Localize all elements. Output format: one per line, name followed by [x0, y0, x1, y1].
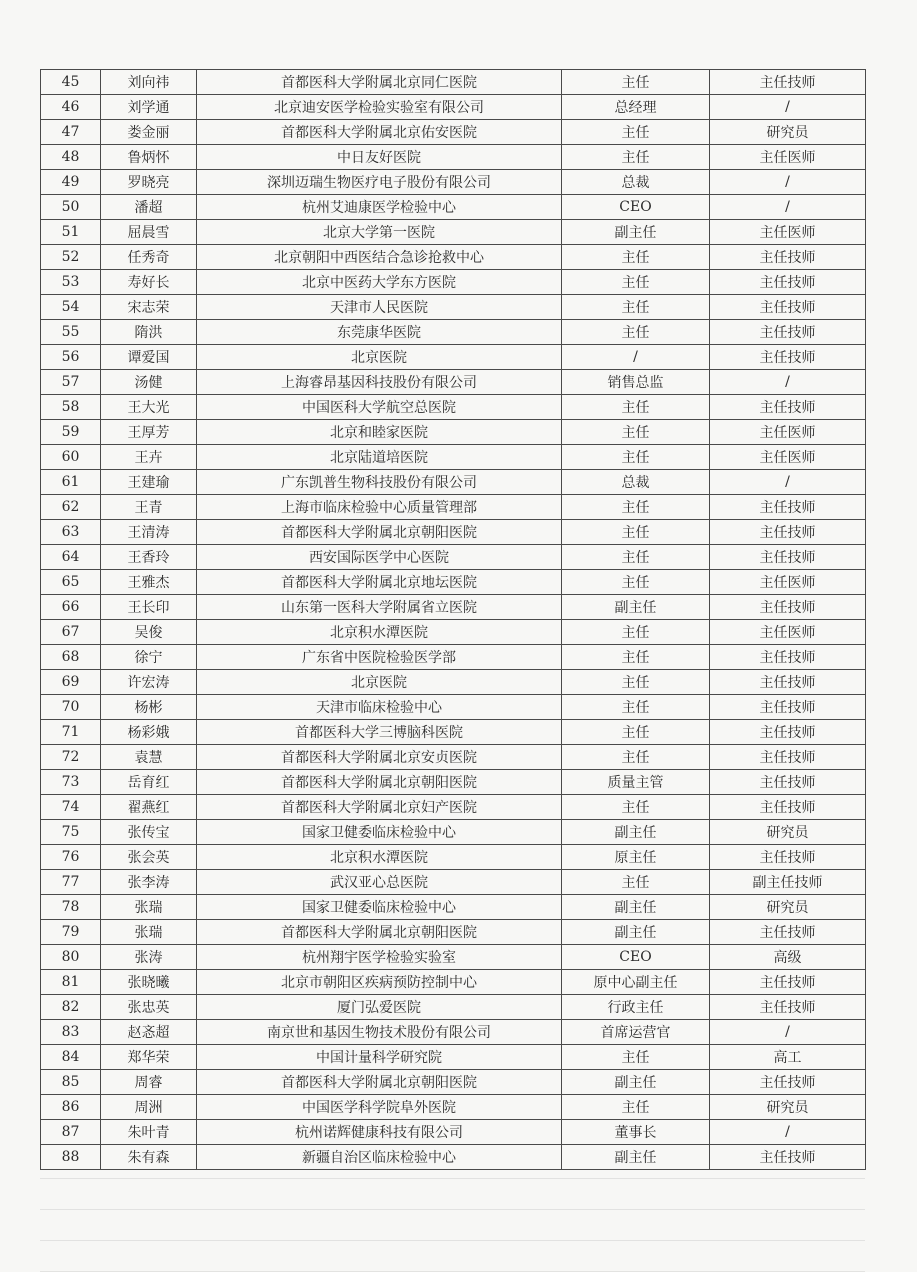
row-number: 57 — [41, 370, 101, 395]
professional-title: 主任技师 — [710, 845, 866, 870]
table-row — [41, 945, 866, 970]
table-row — [41, 620, 866, 645]
member-name: 朱有森 — [101, 1145, 197, 1170]
row-number: 87 — [41, 1120, 101, 1145]
table-row — [41, 920, 866, 945]
row-number: 48 — [41, 145, 101, 170]
organization: 首都医科大学附属北京地坛医院 — [197, 570, 562, 595]
position: 主任 — [562, 295, 710, 320]
member-name: 王建瑜 — [101, 470, 197, 495]
table-row — [41, 120, 866, 145]
position: 主任 — [562, 620, 710, 645]
organization: 首都医科大学附属北京朝阳医院 — [197, 1070, 562, 1095]
row-number: 47 — [41, 120, 101, 145]
table-row — [41, 1120, 866, 1145]
table-row — [41, 1070, 866, 1095]
professional-title: 主任技师 — [710, 495, 866, 520]
professional-title: 主任技师 — [710, 395, 866, 420]
position: 主任 — [562, 520, 710, 545]
member-name: 隋洪 — [101, 320, 197, 345]
professional-title: 研究员 — [710, 120, 866, 145]
row-number: 86 — [41, 1095, 101, 1120]
professional-title: 主任医师 — [710, 620, 866, 645]
professional-title: 主任技师 — [710, 770, 866, 795]
professional-title: 副主任技师 — [710, 870, 866, 895]
member-name: 朱叶青 — [101, 1120, 197, 1145]
member-name: 岳育红 — [101, 770, 197, 795]
row-number: 59 — [41, 420, 101, 445]
member-name: 宋志荣 — [101, 295, 197, 320]
row-number: 53 — [41, 270, 101, 295]
organization: 首都医科大学附属北京佑安医院 — [197, 120, 562, 145]
row-number: 71 — [41, 720, 101, 745]
organization: 国家卫健委临床检验中心 — [197, 895, 562, 920]
row-number: 50 — [41, 195, 101, 220]
member-name: 张晓曦 — [101, 970, 197, 995]
organization: 首都医科大学附属北京安贞医院 — [197, 745, 562, 770]
organization: 广东省中医院检验医学部 — [197, 645, 562, 670]
member-name: 郑华荣 — [101, 1045, 197, 1070]
table-row — [41, 270, 866, 295]
row-number: 54 — [41, 295, 101, 320]
table-row — [41, 220, 866, 245]
organization: 北京大学第一医院 — [197, 220, 562, 245]
member-name: 杨彬 — [101, 695, 197, 720]
position: 主任 — [562, 645, 710, 670]
table-row — [41, 320, 866, 345]
professional-title: 主任医师 — [710, 220, 866, 245]
member-name: 潘超 — [101, 195, 197, 220]
professional-title: 主任技师 — [710, 920, 866, 945]
row-number: 77 — [41, 870, 101, 895]
table-row — [41, 870, 866, 895]
member-name: 杨彩娥 — [101, 720, 197, 745]
table-row — [41, 345, 866, 370]
member-name: 汤健 — [101, 370, 197, 395]
organization: 广东凯普生物科技股份有限公司 — [197, 470, 562, 495]
table-row — [41, 170, 866, 195]
member-name: 刘学通 — [101, 95, 197, 120]
row-number: 74 — [41, 795, 101, 820]
member-name: 张忠英 — [101, 995, 197, 1020]
professional-title: / — [710, 195, 866, 220]
row-number: 76 — [41, 845, 101, 870]
organization: 天津市临床检验中心 — [197, 695, 562, 720]
organization: 首都医科大学附属北京同仁医院 — [197, 70, 562, 95]
professional-title: 主任技师 — [710, 1145, 866, 1170]
member-table — [40, 69, 866, 1170]
row-number: 45 — [41, 70, 101, 95]
table-row — [41, 820, 866, 845]
member-name: 王长印 — [101, 595, 197, 620]
row-number: 46 — [41, 95, 101, 120]
organization: 北京医院 — [197, 345, 562, 370]
organization: 厦门弘爱医院 — [197, 995, 562, 1020]
row-number: 64 — [41, 545, 101, 570]
member-name: 刘向祎 — [101, 70, 197, 95]
table-row — [41, 95, 866, 120]
position: 质量主管 — [562, 770, 710, 795]
professional-title: 主任技师 — [710, 1070, 866, 1095]
member-name: 周睿 — [101, 1070, 197, 1095]
member-name: 王卉 — [101, 445, 197, 470]
professional-title: / — [710, 1020, 866, 1045]
table-row — [41, 520, 866, 545]
row-number: 81 — [41, 970, 101, 995]
organization: 山东第一医科大学附属省立医院 — [197, 595, 562, 620]
table-row — [41, 995, 866, 1020]
position: 主任 — [562, 145, 710, 170]
professional-title: 研究员 — [710, 1095, 866, 1120]
table-row — [41, 70, 866, 95]
organization: 北京积水潭医院 — [197, 845, 562, 870]
organization: 北京朝阳中西医结合急诊抢救中心 — [197, 245, 562, 270]
organization: 首都医科大学三博脑科医院 — [197, 720, 562, 745]
table-row — [41, 1145, 866, 1170]
position: 主任 — [562, 870, 710, 895]
organization: 首都医科大学附属北京朝阳医院 — [197, 920, 562, 945]
member-name: 王厚芳 — [101, 420, 197, 445]
position: 主任 — [562, 570, 710, 595]
table-row — [41, 595, 866, 620]
position: / — [562, 345, 710, 370]
row-number: 63 — [41, 520, 101, 545]
table-row — [41, 570, 866, 595]
organization: 杭州诺辉健康科技有限公司 — [197, 1120, 562, 1145]
member-name: 谭爱国 — [101, 345, 197, 370]
table-row — [41, 545, 866, 570]
professional-title: 研究员 — [710, 895, 866, 920]
position: 主任 — [562, 420, 710, 445]
organization: 上海市临床检验中心质量管理部 — [197, 495, 562, 520]
organization: 深圳迈瑞生物医疗电子股份有限公司 — [197, 170, 562, 195]
organization: 中国计量科学研究院 — [197, 1045, 562, 1070]
professional-title: 主任技师 — [710, 695, 866, 720]
member-name: 张传宝 — [101, 820, 197, 845]
position: 主任 — [562, 245, 710, 270]
organization: 北京和睦家医院 — [197, 420, 562, 445]
organization: 首都医科大学附属北京朝阳医院 — [197, 520, 562, 545]
table-row — [41, 970, 866, 995]
member-name: 翟燕红 — [101, 795, 197, 820]
professional-title: / — [710, 470, 866, 495]
organization: 上海睿昂基因科技股份有限公司 — [197, 370, 562, 395]
row-number: 55 — [41, 320, 101, 345]
row-number: 75 — [41, 820, 101, 845]
table-row — [41, 795, 866, 820]
member-name: 张瑞 — [101, 920, 197, 945]
organization: 北京陆道培医院 — [197, 445, 562, 470]
row-number: 84 — [41, 1045, 101, 1070]
table-row — [41, 770, 866, 795]
table-row — [41, 445, 866, 470]
professional-title: 主任技师 — [710, 645, 866, 670]
organization: 南京世和基因生物技术股份有限公司 — [197, 1020, 562, 1045]
position: 主任 — [562, 395, 710, 420]
member-name: 任秀奇 — [101, 245, 197, 270]
row-number: 69 — [41, 670, 101, 695]
row-number: 58 — [41, 395, 101, 420]
position: 董事长 — [562, 1120, 710, 1145]
member-name: 周洲 — [101, 1095, 197, 1120]
professional-title: 主任技师 — [710, 520, 866, 545]
position: 总经理 — [562, 95, 710, 120]
member-name: 张涛 — [101, 945, 197, 970]
member-name: 袁慧 — [101, 745, 197, 770]
member-table-body — [41, 70, 866, 1170]
organization: 首都医科大学附属北京妇产医院 — [197, 795, 562, 820]
professional-title: 主任医师 — [710, 420, 866, 445]
row-number: 62 — [41, 495, 101, 520]
position: 主任 — [562, 1045, 710, 1070]
member-name: 赵忞超 — [101, 1020, 197, 1045]
row-number: 73 — [41, 770, 101, 795]
row-number: 52 — [41, 245, 101, 270]
table-row — [41, 845, 866, 870]
position: 主任 — [562, 720, 710, 745]
row-number: 61 — [41, 470, 101, 495]
row-number: 65 — [41, 570, 101, 595]
professional-title: 主任医师 — [710, 445, 866, 470]
organization: 中国医学科学院阜外医院 — [197, 1095, 562, 1120]
position: 副主任 — [562, 920, 710, 945]
member-name: 王大光 — [101, 395, 197, 420]
organization: 东莞康华医院 — [197, 320, 562, 345]
position: 原中心副主任 — [562, 970, 710, 995]
position: 主任 — [562, 1095, 710, 1120]
professional-title: 主任技师 — [710, 345, 866, 370]
professional-title: / — [710, 1120, 866, 1145]
table-row — [41, 295, 866, 320]
professional-title: 主任技师 — [710, 545, 866, 570]
position: 主任 — [562, 270, 710, 295]
member-name: 王青 — [101, 495, 197, 520]
row-number: 56 — [41, 345, 101, 370]
row-number: 49 — [41, 170, 101, 195]
position: 主任 — [562, 545, 710, 570]
professional-title: 主任医师 — [710, 145, 866, 170]
table-row — [41, 145, 866, 170]
table-row — [41, 470, 866, 495]
professional-title: / — [710, 370, 866, 395]
table-row — [41, 420, 866, 445]
organization: 武汉亚心总医院 — [197, 870, 562, 895]
table-row — [41, 645, 866, 670]
member-name: 吴俊 — [101, 620, 197, 645]
row-number: 67 — [41, 620, 101, 645]
position: 副主任 — [562, 1145, 710, 1170]
member-name: 王雅杰 — [101, 570, 197, 595]
position: 原主任 — [562, 845, 710, 870]
table-row — [41, 1020, 866, 1045]
row-number: 72 — [41, 745, 101, 770]
organization: 国家卫健委临床检验中心 — [197, 820, 562, 845]
professional-title: 主任技师 — [710, 670, 866, 695]
organization: 北京市朝阳区疾病预防控制中心 — [197, 970, 562, 995]
organization: 北京积水潭医院 — [197, 620, 562, 645]
professional-title: 主任技师 — [710, 970, 866, 995]
position: 主任 — [562, 695, 710, 720]
member-name: 王清涛 — [101, 520, 197, 545]
member-name: 王香玲 — [101, 545, 197, 570]
position: CEO — [562, 195, 710, 220]
position: 主任 — [562, 445, 710, 470]
table-row — [41, 495, 866, 520]
member-name: 张瑞 — [101, 895, 197, 920]
table-row — [41, 1095, 866, 1120]
table-row — [41, 370, 866, 395]
row-number: 79 — [41, 920, 101, 945]
member-name: 娄金丽 — [101, 120, 197, 145]
member-name: 徐宁 — [101, 645, 197, 670]
position: CEO — [562, 945, 710, 970]
member-name: 张会英 — [101, 845, 197, 870]
row-number: 78 — [41, 895, 101, 920]
row-number: 82 — [41, 995, 101, 1020]
table-row — [41, 895, 866, 920]
organization: 新疆自治区临床检验中心 — [197, 1145, 562, 1170]
position: 总裁 — [562, 470, 710, 495]
row-number: 80 — [41, 945, 101, 970]
professional-title: 主任技师 — [710, 70, 866, 95]
professional-title: 主任技师 — [710, 320, 866, 345]
position: 主任 — [562, 70, 710, 95]
row-number: 88 — [41, 1145, 101, 1170]
professional-title: 高级 — [710, 945, 866, 970]
professional-title: 主任技师 — [710, 795, 866, 820]
position: 主任 — [562, 670, 710, 695]
position: 主任 — [562, 120, 710, 145]
organization: 天津市人民医院 — [197, 295, 562, 320]
member-name: 寿好长 — [101, 270, 197, 295]
position: 总裁 — [562, 170, 710, 195]
professional-title: 研究员 — [710, 820, 866, 845]
row-number: 66 — [41, 595, 101, 620]
member-name: 张李涛 — [101, 870, 197, 895]
position: 副主任 — [562, 595, 710, 620]
position: 副主任 — [562, 820, 710, 845]
organization: 中日友好医院 — [197, 145, 562, 170]
member-name: 许宏涛 — [101, 670, 197, 695]
position: 主任 — [562, 495, 710, 520]
professional-title: 主任医师 — [710, 570, 866, 595]
professional-title: 主任技师 — [710, 245, 866, 270]
organization: 北京中医药大学东方医院 — [197, 270, 562, 295]
position: 副主任 — [562, 1070, 710, 1095]
organization: 西安国际医学中心医院 — [197, 545, 562, 570]
professional-title: / — [710, 95, 866, 120]
faint-bleedthrough-lines — [40, 1178, 865, 1269]
organization: 北京迪安医学检验实验室有限公司 — [197, 95, 562, 120]
position: 主任 — [562, 795, 710, 820]
organization: 杭州翔宇医学检验实验室 — [197, 945, 562, 970]
row-number: 68 — [41, 645, 101, 670]
row-number: 85 — [41, 1070, 101, 1095]
member-name: 罗晓亮 — [101, 170, 197, 195]
table-row — [41, 720, 866, 745]
row-number: 60 — [41, 445, 101, 470]
position: 行政主任 — [562, 995, 710, 1020]
position: 首席运营官 — [562, 1020, 710, 1045]
professional-title: 主任技师 — [710, 720, 866, 745]
table-row — [41, 245, 866, 270]
professional-title: 主任技师 — [710, 995, 866, 1020]
row-number: 51 — [41, 220, 101, 245]
professional-title: 主任技师 — [710, 595, 866, 620]
table-row — [41, 195, 866, 220]
professional-title: 高工 — [710, 1045, 866, 1070]
professional-title: 主任技师 — [710, 270, 866, 295]
professional-title: 主任技师 — [710, 745, 866, 770]
position: 主任 — [562, 320, 710, 345]
organization: 北京医院 — [197, 670, 562, 695]
professional-title: 主任技师 — [710, 295, 866, 320]
row-number: 70 — [41, 695, 101, 720]
member-name: 屈晨雪 — [101, 220, 197, 245]
table-row — [41, 1045, 866, 1070]
table-row — [41, 395, 866, 420]
table-row — [41, 695, 866, 720]
position: 副主任 — [562, 895, 710, 920]
position: 主任 — [562, 745, 710, 770]
table-row — [41, 745, 866, 770]
professional-title: / — [710, 170, 866, 195]
position: 副主任 — [562, 220, 710, 245]
position: 销售总监 — [562, 370, 710, 395]
row-number: 83 — [41, 1020, 101, 1045]
table-row — [41, 670, 866, 695]
organization: 中国医科大学航空总医院 — [197, 395, 562, 420]
organization: 首都医科大学附属北京朝阳医院 — [197, 770, 562, 795]
organization: 杭州艾迪康医学检验中心 — [197, 195, 562, 220]
member-name: 鲁炳怀 — [101, 145, 197, 170]
